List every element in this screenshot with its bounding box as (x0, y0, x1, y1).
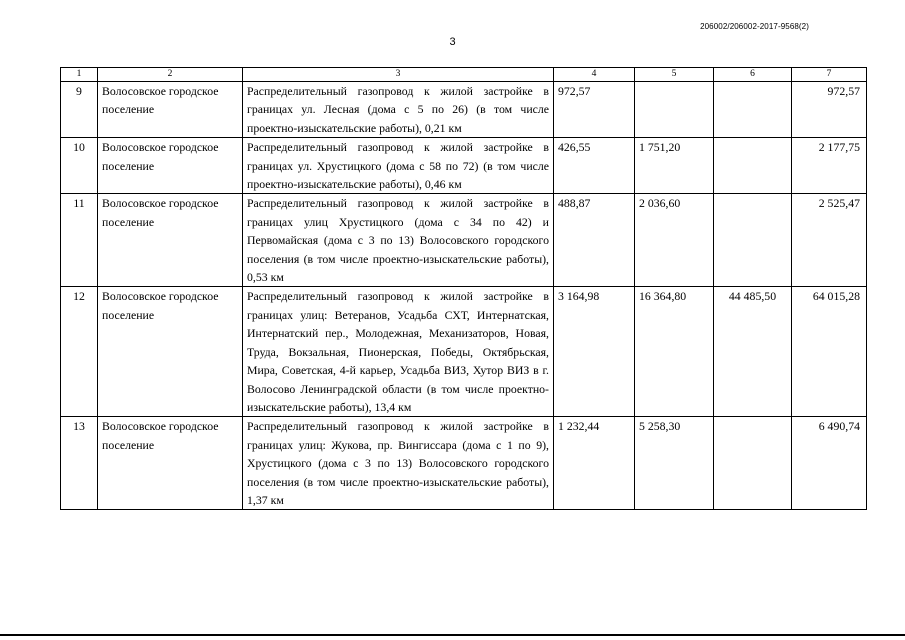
amount-col6: 44 485,50 (714, 287, 792, 417)
project-description: Распределительный газопровод к жилой застройке в границах улиц Хрустицкого (дома с 34 по 42) и Первомайская (дома с 3 по 13) Волосовского городского поселения (в том числе проектно-изыскательские работы), 0,53 км (243, 194, 554, 287)
amount-col4: 426,55 (554, 138, 635, 194)
amount-col6 (714, 82, 792, 138)
column-number: 3 (243, 68, 554, 82)
column-number: 4 (554, 68, 635, 82)
amount-col5: 16 364,80 (635, 287, 714, 417)
row-number: 12 (61, 287, 98, 417)
amount-col5: 5 258,30 (635, 417, 714, 510)
table-row (61, 82, 867, 138)
amount-col6 (714, 138, 792, 194)
table-row (61, 287, 867, 417)
amount-total: 64 015,28 (792, 287, 867, 417)
amount-col5: 1 751,20 (635, 138, 714, 194)
table-body (61, 68, 867, 510)
amount-col4: 3 164,98 (554, 287, 635, 417)
amount-total: 2 177,75 (792, 138, 867, 194)
row-number: 13 (61, 417, 98, 510)
settlement-name: Волосовское городское поселение (98, 194, 243, 287)
amount-col6 (714, 417, 792, 510)
column-number: 6 (714, 68, 792, 82)
page-bottom-edge (0, 634, 905, 636)
amount-total: 6 490,74 (792, 417, 867, 510)
amount-col5 (635, 82, 714, 138)
column-number-row (61, 68, 867, 82)
table-row (61, 194, 867, 287)
row-number: 9 (61, 82, 98, 138)
table-row (61, 138, 867, 194)
settlement-name: Волосовское городское поселение (98, 417, 243, 510)
settlement-name: Волосовское городское поселение (98, 82, 243, 138)
project-description: Распределительный газопровод к жилой застройке в границах улиц: Жукова, пр. Вингиссара (дома с 1 по 9), Хрустицкого (дома с 3 по 13) Волосовского городского поселения (в том числе проектно-изыскательские работы), 1,37 км (243, 417, 554, 510)
project-description: Распределительный газопровод к жилой застройке в границах ул. Лесная (дома с 5 по 26) (в том числе проектно-изыскательские работы), 0,21 км (243, 82, 554, 138)
settlement-name: Волосовское городское поселение (98, 287, 243, 417)
settlement-name: Волосовское городское поселение (98, 138, 243, 194)
funding-table (60, 67, 867, 510)
amount-total: 972,57 (792, 82, 867, 138)
page-number: 3 (449, 36, 456, 48)
amount-col4: 1 232,44 (554, 417, 635, 510)
amount-col4: 488,87 (554, 194, 635, 287)
project-description: Распределительный газопровод к жилой застройке в границах ул. Хрустицкого (дома с 58 по 72) (в том числе проектно-изыскательские работы), 0,46 км (243, 138, 554, 194)
amount-col5: 2 036,60 (635, 194, 714, 287)
row-number: 10 (61, 138, 98, 194)
document-id: 206002/206002-2017-9568(2) (700, 22, 809, 31)
amount-col6 (714, 194, 792, 287)
column-number: 5 (635, 68, 714, 82)
project-description: Распределительный газопровод к жилой застройке в границах улиц: Ветеранов, Усадьба СХТ, Интернатская, Интернатский пер., Молодежная, Механизаторов, Новая, Труда, Вокзальная, Пионерская, Победы, Октябрьская, Мира, Советская, 4-й карьер, Усадьба ВИЗ, Хутор ВИЗ в г. Волосово Ленинградской области (в том числе проектно-изыскательские работы), 13,4 км (243, 287, 554, 417)
row-number: 11 (61, 194, 98, 287)
column-number: 2 (98, 68, 243, 82)
amount-col4: 972,57 (554, 82, 635, 138)
column-number: 1 (61, 68, 98, 82)
amount-total: 2 525,47 (792, 194, 867, 287)
column-number: 7 (792, 68, 867, 82)
table-row (61, 417, 867, 510)
